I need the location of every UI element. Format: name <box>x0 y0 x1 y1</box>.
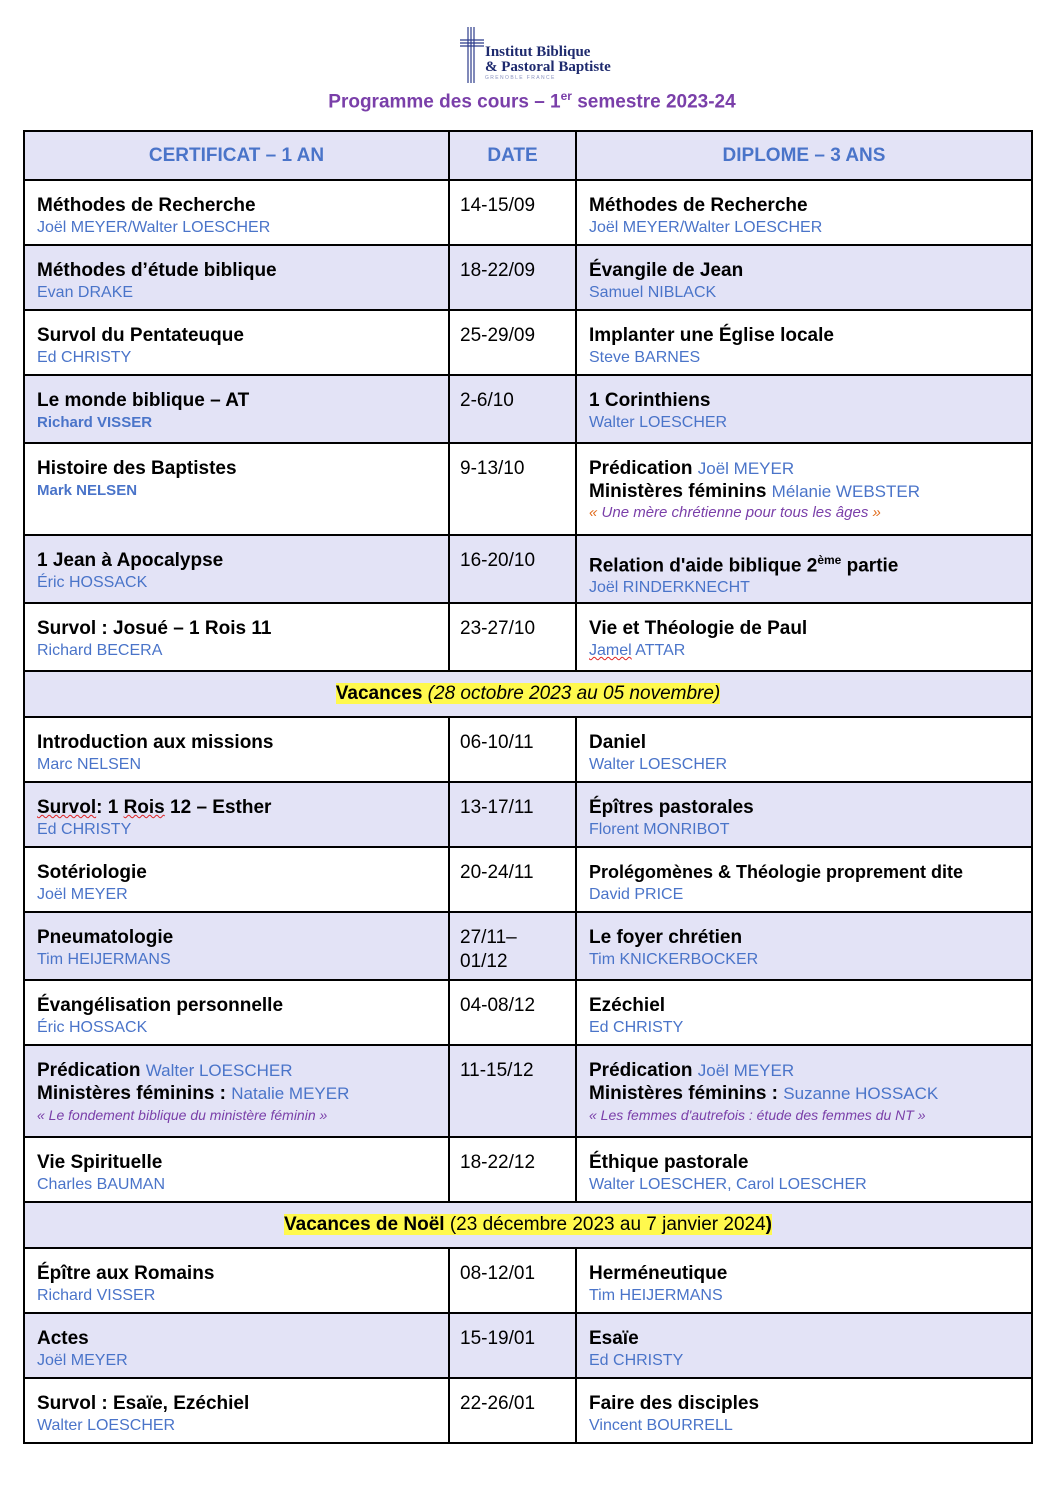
teacher-name: Walter LOESCHER <box>589 756 728 773</box>
teacher-name: Walter LOESCHER <box>589 414 728 431</box>
table-row <box>24 847 1032 912</box>
course-title: Méthodes de Recherche <box>589 195 808 216</box>
course-date: 06-10/11 <box>460 732 534 753</box>
course-title: Herméneutique <box>589 1263 728 1284</box>
course-title: Méthodes de Recherche <box>37 195 256 216</box>
table-row <box>24 603 1032 671</box>
teacher-name: Walter LOESCHER <box>37 1417 176 1434</box>
course-title: Prolégomènes & Théologie proprement dite <box>589 862 964 882</box>
table-row <box>24 782 1032 847</box>
course-title: Éthique pastorale <box>589 1152 749 1173</box>
course-title: Évangile de Jean <box>589 260 744 281</box>
course-title: Le monde biblique – AT <box>37 390 250 411</box>
course-subtitle: « Une mère chrétienne pour tous les âges » <box>589 504 881 521</box>
course-title: Ministères féminins : Suzanne HOSSACK <box>589 1083 939 1104</box>
course-title: Faire des disciples <box>589 1393 760 1414</box>
course-title: Méthodes d’étude biblique <box>37 260 277 281</box>
table-row <box>24 912 1032 980</box>
logo-tagline: GRENOBLE FRANCE <box>485 75 556 81</box>
course-title: 1 Corinthiens <box>589 390 711 411</box>
course-title: Survol : Esaïe, Ezéchiel <box>37 1393 250 1414</box>
teacher-name: Joël MEYER <box>697 459 795 478</box>
teacher-name: Joël MEYER <box>697 1061 795 1080</box>
course-schedule-table <box>23 130 1033 1444</box>
course-title: Prédication Walter LOESCHER <box>37 1060 293 1081</box>
course-title: Épître aux Romains <box>37 1263 215 1284</box>
header-diplome: DIPLOME – 3 ANS <box>576 131 1032 180</box>
teacher-name: Samuel NIBLACK <box>589 284 717 301</box>
course-title: Évangélisation personnelle <box>37 995 284 1016</box>
table-row <box>24 1378 1032 1443</box>
teacher-name: Ed CHRISTY <box>589 1019 684 1036</box>
table-row <box>24 375 1032 443</box>
course-date: 2-6/10 <box>460 390 514 411</box>
teacher-name: Ed CHRISTY <box>37 821 132 838</box>
teacher-name: Mark NELSEN <box>37 482 138 499</box>
header-certificat: CERTIFICAT – 1 AN <box>24 131 449 180</box>
vacation-banner: Vacances (28 octobre 2023 au 05 novembre) <box>335 683 721 704</box>
teacher-name: Tim HEIJERMANS <box>37 951 171 968</box>
course-date: 9-13/10 <box>460 458 525 479</box>
table-row <box>24 443 1032 535</box>
vacation-row <box>24 671 1032 717</box>
institute-logo <box>459 26 649 84</box>
teacher-name: Suzanne HOSSACK <box>783 1084 939 1103</box>
course-title: Vie et Théologie de Paul <box>589 618 808 639</box>
course-title: Ministères féminins Mélanie WEBSTER <box>589 481 920 502</box>
table-row <box>24 1045 1032 1137</box>
course-title: Prédication Joël MEYER <box>589 1060 795 1081</box>
teacher-name: Joël MEYER <box>37 886 128 903</box>
page-title: Programme des cours – 1er semestre 2023-24 <box>328 89 736 113</box>
course-date: 22-26/01 <box>460 1393 536 1414</box>
course-date: 18-22/09 <box>460 260 536 281</box>
course-title: Histoire des Baptistes <box>37 458 237 479</box>
course-subtitle: « Le fondement biblique du ministère féminin » <box>37 1107 328 1123</box>
teacher-name: Walter LOESCHER <box>145 1061 293 1080</box>
teacher-name: Marc NELSEN <box>37 756 142 773</box>
course-title: 1 Jean à Apocalypse <box>37 550 224 571</box>
course-date: 27/11– 01/12 <box>460 927 517 972</box>
course-title: Introduction aux missions <box>37 732 274 753</box>
course-date: 15-19/01 <box>460 1328 536 1349</box>
course-date: 25-29/09 <box>460 325 536 346</box>
teacher-name: Joël RINDERKNECHT <box>589 579 750 597</box>
course-date: 18-22/12 <box>460 1152 536 1173</box>
table-header-row <box>24 131 1032 180</box>
table-row <box>24 717 1032 782</box>
teacher-name: Richard VISSER <box>37 414 153 431</box>
teacher-name: Walter LOESCHER, Carol LOESCHER <box>589 1176 867 1193</box>
course-date: 16-20/10 <box>460 550 536 571</box>
course-title: Esaïe <box>589 1328 639 1349</box>
table-row <box>24 535 1032 603</box>
table-row <box>24 980 1032 1045</box>
teacher-name: Joël MEYER <box>37 1352 128 1369</box>
course-title: Survol : Josué – 1 Rois 11 <box>37 618 272 639</box>
teacher-name: Mélanie WEBSTER <box>771 482 920 501</box>
logo-line-2: & Pastoral Baptiste <box>485 59 611 75</box>
teacher-name: Charles BAUMAN <box>37 1176 166 1193</box>
course-date: 13-17/11 <box>460 797 534 818</box>
cross-icon <box>459 26 485 84</box>
course-title: Vie Spirituelle <box>37 1152 163 1173</box>
teacher-name: Evan DRAKE <box>37 284 134 301</box>
course-title: Ezéchiel <box>589 995 666 1016</box>
teacher-name: Richard BECERA <box>37 642 163 659</box>
vacation-row <box>24 1202 1032 1248</box>
course-title: Pneumatologie <box>37 927 174 948</box>
teacher-name: Joël MEYER/Walter LOESCHER <box>589 219 823 236</box>
teacher-name: Jamel ATTAR <box>589 642 686 659</box>
course-date: 11-15/12 <box>460 1060 534 1081</box>
table-row <box>24 1137 1032 1202</box>
table-row <box>24 1313 1032 1378</box>
teacher-name: David PRICE <box>589 886 684 903</box>
course-title: Le foyer chrétien <box>589 927 743 948</box>
course-title: Survol: 1 Rois 12 – Esther <box>37 797 272 818</box>
teacher-name: Florent MONRIBOT <box>589 821 730 838</box>
course-date: 20-24/11 <box>460 862 534 883</box>
course-title: Daniel <box>589 732 647 753</box>
course-date: 04-08/12 <box>460 995 536 1016</box>
teacher-name: Ed CHRISTY <box>37 349 132 366</box>
teacher-name: Éric HOSSACK <box>37 1019 148 1036</box>
teacher-name: Tim KNICKERBOCKER <box>589 951 759 968</box>
teacher-name: Éric HOSSACK <box>37 574 148 591</box>
course-title: Actes <box>37 1328 89 1349</box>
logo-name <box>485 45 611 75</box>
teacher-name: Tim HEIJERMANS <box>589 1287 723 1304</box>
teacher-name: Steve BARNES <box>589 349 701 366</box>
table-row <box>24 1248 1032 1313</box>
table-row <box>24 180 1032 245</box>
course-title: Relation d'aide biblique 2ème partie <box>589 553 899 577</box>
logo-line-1: Institut Biblique <box>485 44 591 60</box>
table-row <box>24 245 1032 310</box>
course-date: 08-12/01 <box>460 1263 536 1284</box>
vacation-banner: Vacances de Noël (23 décembre 2023 au 7 janvier 2024) <box>284 1214 772 1235</box>
course-title: Ministères féminins : Natalie MEYER <box>37 1083 350 1104</box>
teacher-name: Vincent BOURRELL <box>589 1417 733 1434</box>
header-date: DATE <box>449 131 576 180</box>
course-title: Sotériologie <box>37 862 147 883</box>
course-title: Prédication Joël MEYER <box>589 458 795 479</box>
course-title: Survol du Pentateuque <box>37 325 244 346</box>
course-title: Épîtres pastorales <box>589 797 754 818</box>
course-subtitle: « Les femmes d'autrefois : étude des femmes du NT » <box>589 1107 926 1123</box>
teacher-name: Ed CHRISTY <box>589 1352 684 1369</box>
teacher-name: Joël MEYER/Walter LOESCHER <box>37 219 271 236</box>
course-date: 23-27/10 <box>460 618 536 639</box>
course-title: Implanter une Église locale <box>589 325 834 346</box>
course-date: 14-15/09 <box>460 195 536 216</box>
teacher-name: Richard VISSER <box>37 1287 156 1304</box>
teacher-name: Natalie MEYER <box>231 1084 350 1103</box>
table-row <box>24 310 1032 375</box>
